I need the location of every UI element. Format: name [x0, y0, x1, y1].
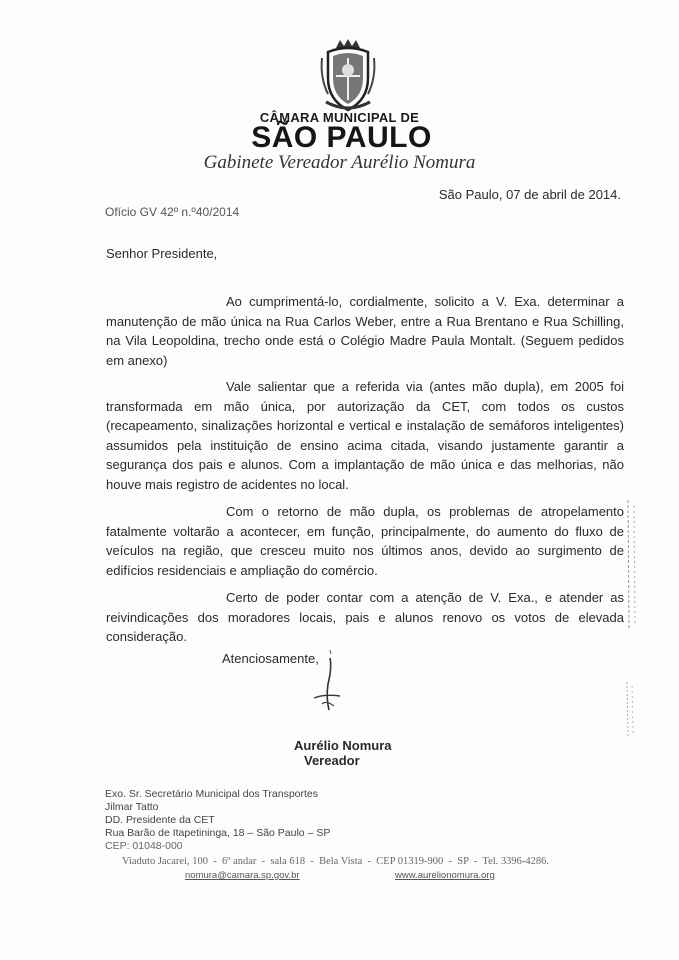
signer-name: Aurélio Nomura: [294, 738, 392, 753]
coat-of-arms-icon: [318, 38, 378, 114]
addressee-line: CEP: 01048-000: [105, 840, 183, 852]
addressee-line: DD. Presidente da CET: [105, 814, 215, 826]
letterhead-city: SÃO PAULO: [251, 121, 432, 154]
addressee-line: Exo. Sr. Secretário Municipal dos Transportes: [105, 788, 319, 800]
addressee-line: Jilmar Tatto: [105, 801, 159, 813]
footer-email: nomura@camara.sp.gov.br: [185, 870, 300, 881]
body-paragraph: Vale salientar que a referida via (antes mão dupla), em 2005 foi transformada em mão única, por autorização da CET, com todos os custos (recapeamento, sinalizações horizontal e vertical e instalação de semáforos inteligentes) assumidos pela instituição de ensino acima citada, visando justamente garantir a segurança dos pais e alunos. Com a implantação de mão única e das melhorias, não houve mais registro de acidentes no local.: [106, 379, 624, 492]
footer-address: Viaduto Jacareí, 100 - 6º andar - sala 618 - Bela Vista - CEP 01319-900 - SP - Tel. 3396-4286.: [122, 856, 550, 867]
letterhead-office: Gabinete Vereador Aurélio Nomura: [203, 152, 476, 173]
signer-title: Vereador: [304, 753, 360, 768]
salutation: Senhor Presidente,: [106, 246, 218, 261]
closing: Atenciosamente,: [222, 651, 319, 666]
body-paragraph: Ao cumprimentá-lo, cordialmente, solicito a V. Exa. determinar a manutenção de mão única na Rua Carlos Weber, entre a Rua Brentano e Rua Schilling, na Vila Leopoldina, trecho onde está o Colégio Madre Paula Montalt. (Seguem pedidos em anexo): [106, 294, 624, 368]
margin-stamp-icon: [622, 680, 638, 740]
body-paragraph: Certo de poder contar com a atenção de V. Exa., e atender as reivindicações dos moradores locais, pais e alunos renovo os votos de elevada consideração.: [106, 590, 624, 644]
handwritten-signature-icon: [300, 648, 360, 728]
letter-reference: Ofício GV 42º n.º40/2014: [105, 205, 240, 219]
letter-date: São Paulo, 07 de abril de 2014.: [438, 187, 621, 202]
letterhead-chamber: CÂMARA MUNICIPAL DE: [259, 110, 420, 125]
body-paragraph: Com o retorno de mão dupla, os problemas de atropelamento fatalmente voltarão a acontecer, em função, principalmente, do aumento do fluxo de veículos na região, que cresceu muito nos últimos anos, devido ao surgimento de edifícios residenciais e ampliação do comércio.: [106, 504, 624, 578]
addressee-line: Rua Barão de Itapetininga, 18 – São Paulo – SP: [105, 827, 331, 839]
margin-stamp-icon: [622, 496, 642, 636]
footer-website: www.aurelionomura.org: [395, 870, 495, 881]
